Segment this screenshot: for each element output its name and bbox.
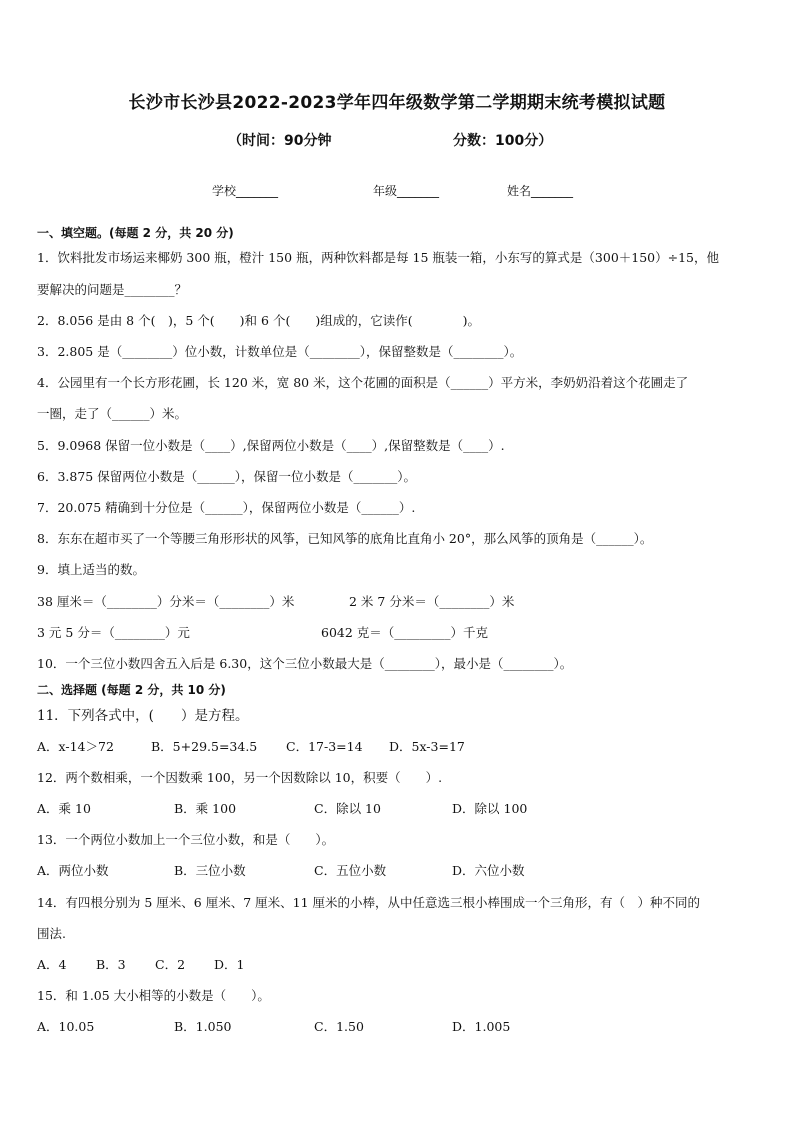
question-line: 9．填上适当的数。 xyxy=(37,562,145,577)
question-line: 一圈，走了（______）米。 xyxy=(37,406,188,421)
question-stem: 12．两个数相乘，一个因数乘 100，另一个因数除以 10，积要（ ）. xyxy=(37,770,443,785)
option-a: A．两位小数 xyxy=(37,863,109,878)
option-b: B．3 xyxy=(96,957,126,972)
question-line: 3．2.805 是（________）位小数，计数单位是（________），保留整数是（________）。 xyxy=(37,344,523,359)
section-heading-multiple-choice: 二、选择题 (每题 2 分，共 10 分) xyxy=(37,683,226,697)
question-line: 要解决的问题是________？ xyxy=(37,282,188,297)
question-line: 5．9.0968 保留一位小数是（____）,保留两位小数是（____）,保留整数是（____）. xyxy=(37,438,505,453)
option-b: B．5+29.5=34.5 xyxy=(151,739,258,754)
option-a: A．10.05 xyxy=(37,1019,95,1034)
q9-part-a: 38 厘米＝（________）分米＝（________）米 xyxy=(37,594,295,609)
exam-score: 分数：100分） xyxy=(453,133,553,149)
school-field: 学校_______ xyxy=(212,184,279,198)
question-line: 7．20.075 精确到十分位是（______），保留两位小数是（______）. xyxy=(37,500,416,515)
question-stem: 14．有四根分别为 5 厘米、6 厘米、7 厘米、11 厘米的小棒，从中任意选三根小棒围成一个三角形，有（ ）种不同的 xyxy=(37,895,701,910)
question-stem: 13．一个两位小数加上一个三位小数，和是（ ）。 xyxy=(37,832,335,847)
option-d: D．1.005 xyxy=(452,1019,511,1034)
option-d: D．5x-3=17 xyxy=(389,739,465,754)
grade-field: 年级_______ xyxy=(373,184,440,198)
option-a: A．乘 10 xyxy=(37,801,91,816)
page-title: 长沙市长沙县2022-2023学年四年级数学第二学期期末统考模拟试题 xyxy=(128,93,666,113)
question-line: 1．饮料批发市场运来椰奶 300 瓶，橙汁 150 瓶，两种饮料都是每 15 瓶装一箱，小东写的算式是（300＋150）÷15，他 xyxy=(37,250,720,265)
q9-part-d: 6042 克＝（_________）千克 xyxy=(321,625,489,640)
q9-part-c: 3 元 5 分＝（________）元 xyxy=(37,625,190,640)
section-heading-fill-blank: 一、填空题。(每题 2 分，共 20 分) xyxy=(37,226,234,240)
option-a: A．4 xyxy=(37,957,67,972)
question-line: 2．8.056 是由 8 个( )，5 个( )和 6 个( )组成的，它读作( )。 xyxy=(37,313,480,328)
option-b: B．乘 100 xyxy=(174,801,237,816)
option-d: D．1 xyxy=(214,957,245,972)
exam-time: （时间：90分钟 xyxy=(228,133,332,149)
option-b: B．1.050 xyxy=(174,1019,232,1034)
option-d: D．除以 100 xyxy=(452,801,528,816)
question-line: 6．3.875 保留两位小数是（______），保留一位小数是（_______）。 xyxy=(37,469,416,484)
option-c: C．五位小数 xyxy=(314,863,387,878)
question-stem: 15．和 1.05 大小相等的小数是（ ）。 xyxy=(37,988,270,1003)
q9-part-b: 2 米 7 分米＝（________）米 xyxy=(349,594,515,609)
option-c: C．2 xyxy=(155,957,186,972)
option-d: D．六位小数 xyxy=(452,863,525,878)
option-b: B．三位小数 xyxy=(174,863,246,878)
question-line: 4．公园里有一个长方形花圃，长 120 米，宽 80 米，这个花圃的面积是（______）平方米，李奶奶沿着这个花圃走了 xyxy=(37,375,689,390)
option-c: C．17-3=14 xyxy=(286,739,363,754)
question-stem-continued: 围法. xyxy=(37,926,66,941)
option-a: A．x-14＞72 xyxy=(37,739,114,754)
question-stem: 11．下列各式中，( ）是方程。 xyxy=(37,708,249,724)
option-c: C．除以 10 xyxy=(314,801,381,816)
question-line: 8．东东在超市买了一个等腰三角形形状的风筝，已知风筝的底角比直角小 20°，那么风筝的顶角是（______）。 xyxy=(37,531,653,546)
option-c: C．1.50 xyxy=(314,1019,364,1034)
name-field: 姓名_______ xyxy=(507,184,574,198)
question-line: 10．一个三位小数四舍五入后是 6.30，这个三位小数最大是（________），最小是（________）。 xyxy=(37,656,573,671)
